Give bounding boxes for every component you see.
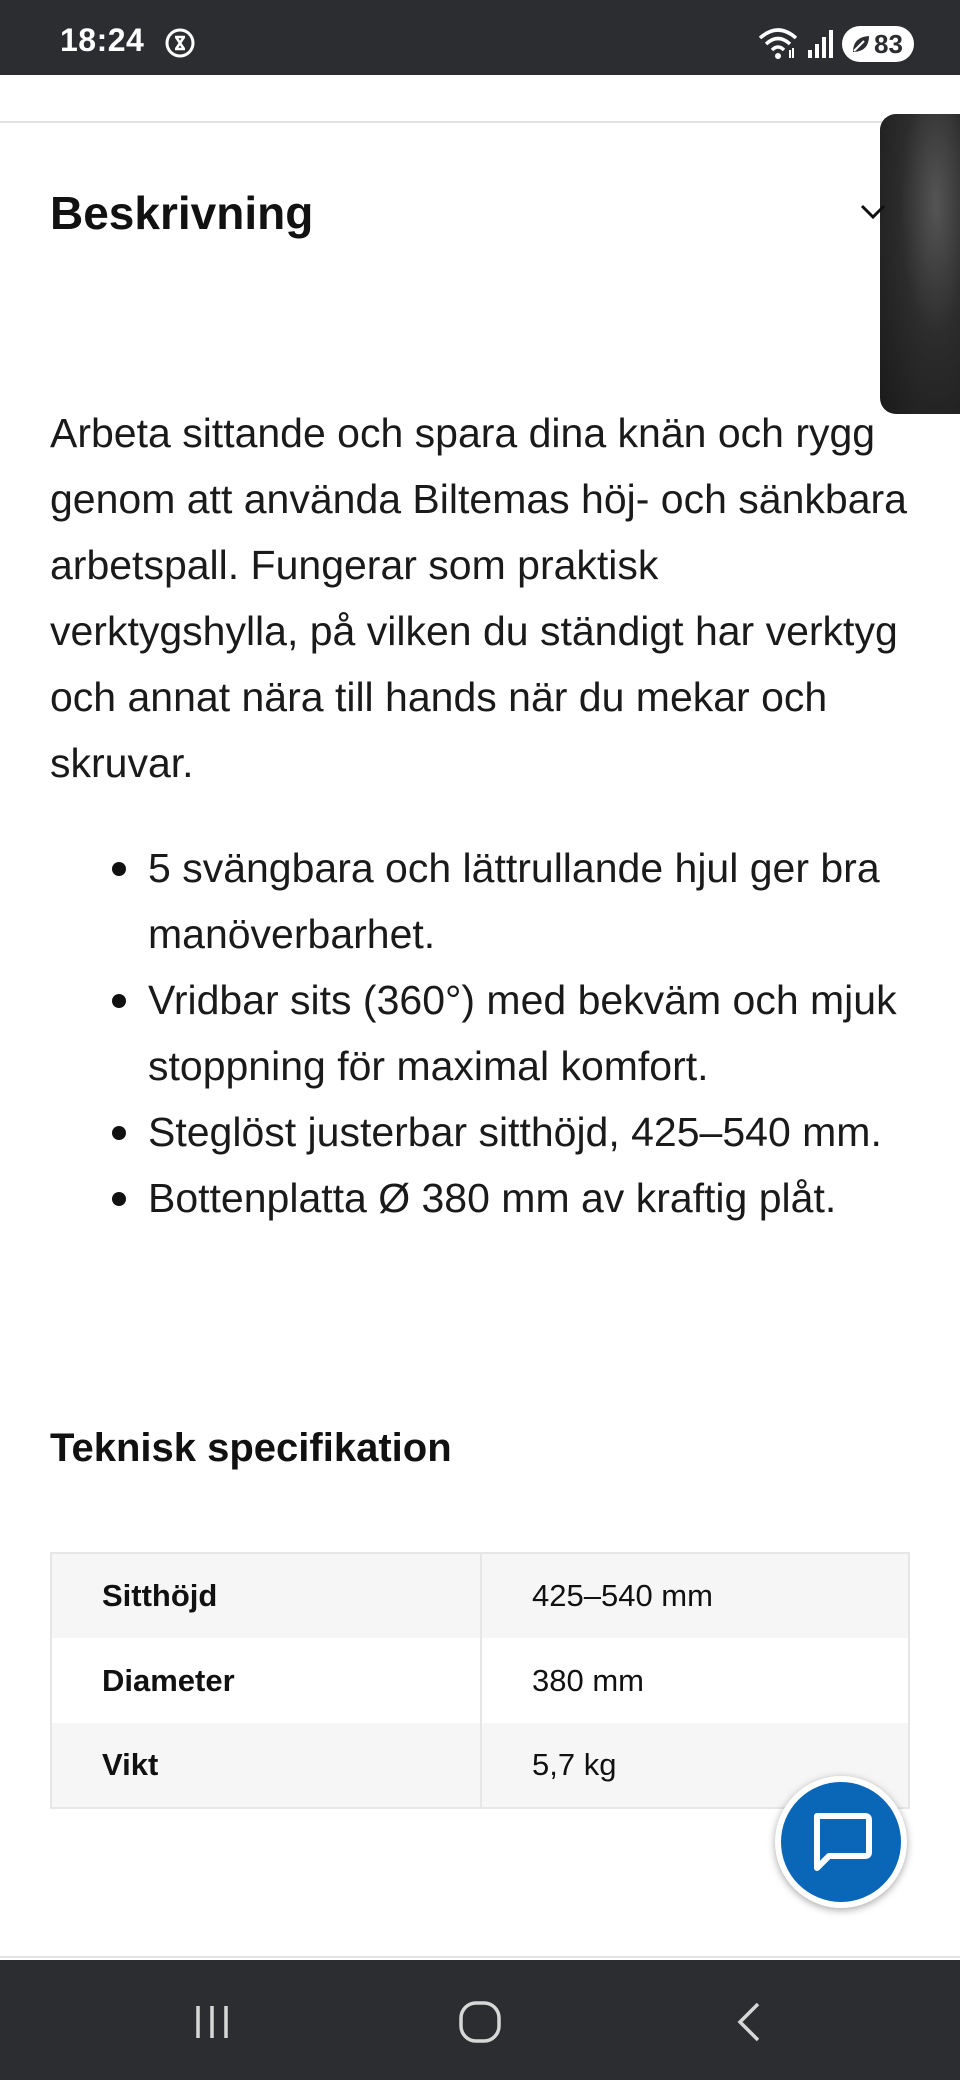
wifi-icon — [758, 26, 798, 60]
battery-level: 83 — [874, 28, 903, 59]
spec-title: Teknisk specifikation — [50, 1426, 452, 1470]
top-divider — [0, 121, 960, 123]
list-item: 5 svängbara och lättrullande hjul ger bra manöverbarhet. — [148, 835, 918, 967]
spec-value: 5,7 kg — [532, 1747, 617, 1782]
chat-button[interactable] — [775, 1776, 907, 1908]
notification-icon — [164, 27, 196, 59]
product-image-thumbnail[interactable] — [880, 114, 960, 414]
home-icon[interactable] — [456, 1998, 504, 2046]
spec-value: 425–540 mm — [532, 1578, 713, 1613]
spec-key: Vikt — [51, 1723, 481, 1808]
battery-indicator — [842, 26, 914, 62]
description-paragraph: Arbeta sittande och spara dina knän och rygg genom att använda Biltemas höj- och sänkbara arbetspall. Fungerar som praktisk verktygshylla, på vilken du ständigt har verktyg och annat nära till hands när du mekar och skruvar. — [50, 410, 907, 786]
navigation-bar — [0, 1960, 960, 2080]
table-row — [51, 1638, 909, 1723]
bottom-divider — [0, 1956, 960, 1958]
spec-table — [50, 1552, 910, 1809]
list-item: Steglöst justerbar sitthöjd, 425–540 mm. — [148, 1099, 918, 1165]
back-icon[interactable] — [726, 1998, 774, 2046]
description-title[interactable]: Beskrivning — [50, 187, 314, 239]
list-item: Vridbar sits (360°) med bekväm och mjuk stoppning för maximal komfort. — [148, 967, 918, 1099]
table-row — [51, 1723, 909, 1808]
spec-value: 380 mm — [532, 1662, 644, 1698]
signal-icon — [806, 28, 836, 60]
spec-key: Diameter — [51, 1638, 481, 1723]
chat-icon — [803, 1804, 879, 1880]
status-time: 18:24 — [60, 22, 145, 58]
battery-saver-leaf-icon — [850, 33, 872, 55]
status-bar — [0, 0, 960, 75]
list-item: Bottenplatta Ø 380 mm av kraftig plåt. — [148, 1165, 918, 1231]
recent-apps-icon[interactable] — [188, 1998, 236, 2046]
chevron-down-icon[interactable] — [858, 196, 888, 226]
table-row — [51, 1553, 909, 1638]
feature-list — [148, 835, 918, 1231]
spec-key: Sitthöjd — [51, 1553, 481, 1638]
